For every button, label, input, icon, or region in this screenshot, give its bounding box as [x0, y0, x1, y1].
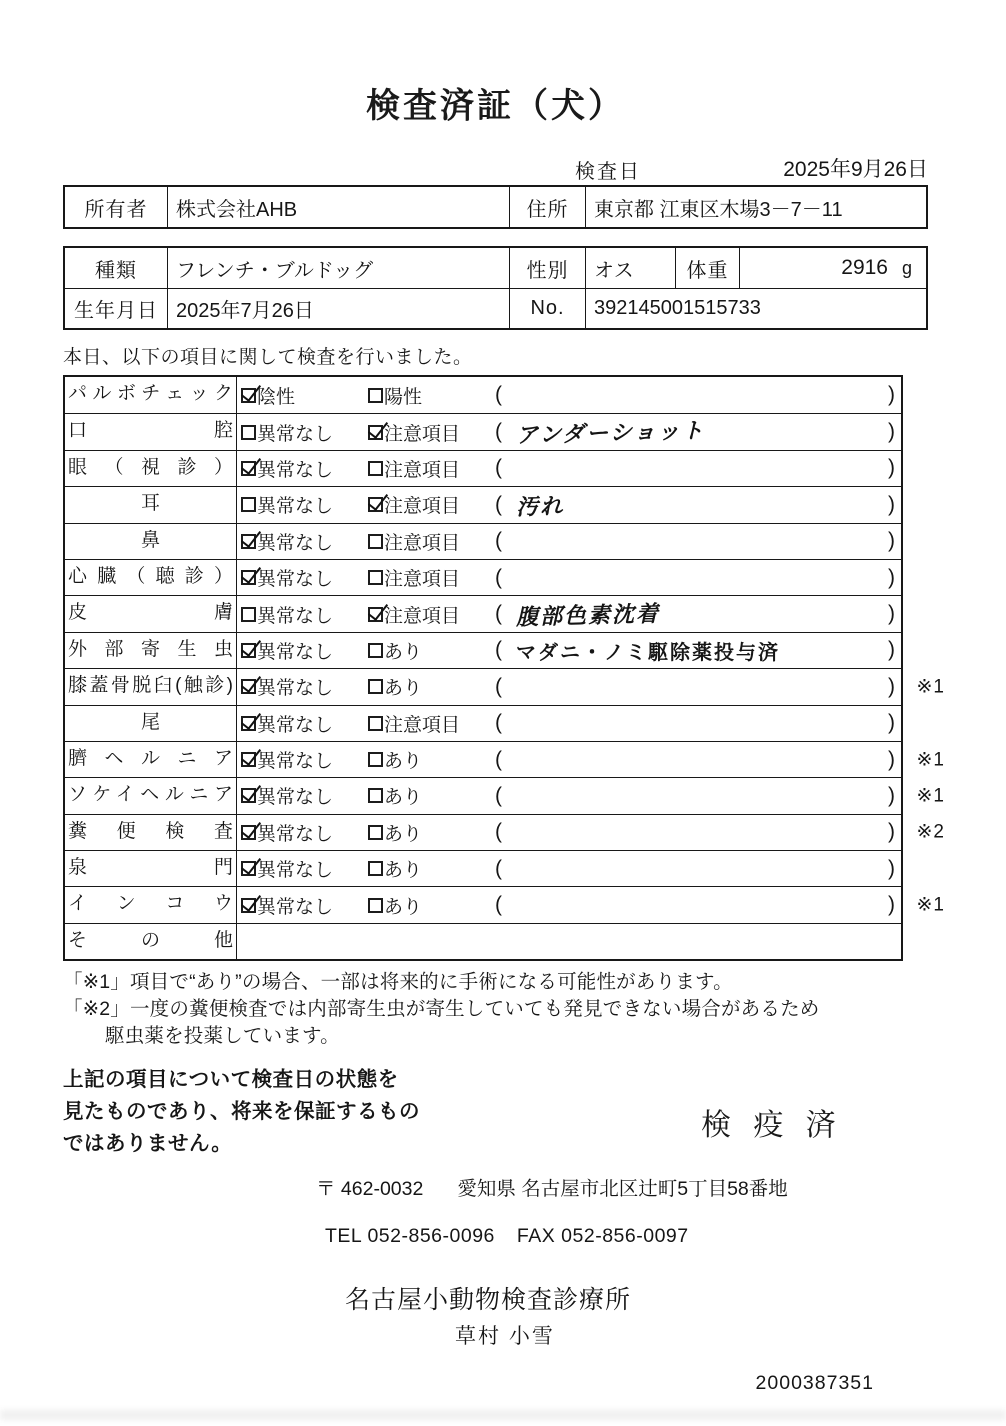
birth-label: 生年月日: [65, 289, 168, 328]
item-label: 泉門: [65, 851, 237, 886]
option-caution: [368, 564, 495, 591]
remarks-field: [495, 383, 901, 407]
option-normal: [241, 710, 368, 737]
checkbox-icon: [368, 716, 383, 731]
option-normal: [241, 491, 368, 518]
checkbox-icon: [241, 716, 256, 731]
option-label: 異常なし: [257, 751, 334, 773]
row-content: [237, 924, 901, 959]
option-label: 異常なし: [257, 459, 334, 481]
paren-close: ): [888, 856, 895, 880]
address-value: 東京都 江東区木場3－7－11: [594, 198, 843, 221]
weight-unit: g: [901, 257, 912, 278]
checkbox-icon: [368, 861, 383, 876]
scan-artifact-band: [0, 1410, 1006, 1420]
weight-value: 2916: [841, 256, 888, 279]
remarks-field: [495, 893, 901, 917]
option-present: [368, 892, 495, 919]
paren-close: ): [888, 602, 895, 626]
checklist-row-nose: [65, 523, 901, 559]
option-label: 異常なし: [257, 823, 334, 845]
paren-close: ): [888, 674, 895, 698]
remarks-field: [495, 820, 901, 844]
checklist-row-eyes: [65, 450, 901, 486]
breed-value: フレンチ・ブルドッグ: [168, 248, 510, 288]
option-label: 異常なし: [257, 532, 334, 554]
option-label: 異常なし: [257, 605, 334, 627]
veterinarian-name: 草村 小雪: [455, 1325, 555, 1349]
option-caution: [368, 491, 495, 518]
checkbox-icon: [241, 388, 256, 403]
inspection-date-line: [63, 155, 928, 185]
option-normal: [241, 855, 368, 882]
checklist-row-heart: [65, 559, 901, 595]
item-label: 膝蓋骨脱臼(触診): [65, 669, 237, 704]
option-label: 注意項目: [384, 532, 461, 554]
owner-row: [65, 187, 926, 227]
option-normal: [241, 637, 368, 664]
option-label: 陰性: [257, 386, 296, 408]
option-label: あり: [384, 641, 423, 663]
clinic-address-line: [316, 1173, 928, 1201]
paren-open: (: [495, 893, 502, 917]
paren-close: ): [888, 420, 895, 444]
paren-close: ): [888, 383, 895, 407]
remarks-field: [495, 711, 901, 735]
footnote-marker: ※1: [916, 785, 945, 807]
option-label: あり: [384, 678, 423, 700]
checklist-row-patella: [65, 668, 945, 704]
item-label: 外部寄生虫: [65, 633, 237, 668]
item-label: 鼻: [65, 524, 237, 559]
option-label: 注意項目: [384, 605, 461, 627]
checklist-table: [63, 375, 945, 961]
owner-label: 所有者: [65, 187, 168, 227]
disclaimer-line-1: 上記の項目について検査日の状態を: [63, 1067, 399, 1091]
checkbox-icon: [368, 570, 383, 585]
item-label: 糞便検査: [65, 815, 237, 850]
paren-open: (: [495, 638, 502, 662]
item-label: 尾: [65, 706, 237, 741]
checklist-row-inguinal-hernia: [65, 777, 945, 813]
checkbox-icon: [368, 425, 383, 440]
inspection-date-value: 2025年9月26日: [783, 158, 928, 181]
paren-close: ): [888, 783, 895, 807]
option-label: 異常なし: [257, 496, 334, 518]
option-label: 異常なし: [257, 641, 334, 663]
option-label: 異常なし: [257, 423, 334, 445]
paren-close: ): [888, 820, 895, 844]
checkbox-icon: [241, 752, 256, 767]
checklist-row-other: [65, 923, 901, 959]
option-negative: [241, 382, 368, 409]
item-label: 皮膚: [65, 596, 237, 631]
checkbox-icon: [368, 825, 383, 840]
paren-close: ): [888, 638, 895, 662]
option-normal: [241, 455, 368, 482]
paren-open: (: [495, 492, 502, 516]
checkbox-icon: [241, 497, 256, 512]
paren-open: (: [495, 820, 502, 844]
option-label: 異常なし: [257, 896, 334, 918]
paren-open: (: [495, 565, 502, 589]
checkbox-icon: [241, 570, 256, 585]
paren-open: (: [495, 529, 502, 553]
no-label: No.: [510, 289, 586, 328]
row-content: [237, 560, 901, 595]
option-caution: [368, 528, 495, 555]
certificate-page: [63, 0, 945, 1395]
row-content: [237, 524, 901, 559]
remarks-text: マダニ・ノミ駆除薬投与済: [516, 641, 780, 664]
checkbox-icon: [241, 461, 256, 476]
row-content: [237, 851, 901, 886]
option-normal: [241, 564, 368, 591]
disclaimer-line-2: 見たものであり、将来を保証するもの: [63, 1099, 420, 1123]
handwritten-note: アンダーショット: [515, 418, 706, 449]
option-label: 注意項目: [384, 423, 461, 445]
paren-open: (: [495, 420, 502, 444]
checkbox-icon: [241, 425, 256, 440]
item-label: 口腔: [65, 414, 237, 449]
no-value: 392145001515733: [594, 297, 761, 319]
option-present: [368, 673, 495, 700]
inspection-date-label: 検査日: [575, 161, 641, 183]
option-present: [368, 819, 495, 846]
option-present: [368, 746, 495, 773]
checkbox-icon: [368, 497, 383, 512]
option-normal: [241, 819, 368, 846]
remarks-field: [495, 417, 901, 448]
remarks-field: [495, 857, 901, 881]
footnote-2-continued: 駆虫薬を投薬しています。: [105, 1025, 340, 1048]
serial-number: 2000387351: [755, 1372, 874, 1395]
disclaimer-line-3: ではありません。: [63, 1131, 233, 1155]
clinic-name: 名古屋小動物検査診療所: [345, 1286, 632, 1315]
paren-close: ): [888, 456, 895, 480]
animal-table: [63, 246, 928, 330]
birth-value: 2025年7月26日: [168, 289, 510, 328]
option-label: 異常なし: [257, 787, 334, 809]
breed-row: [65, 248, 926, 288]
item-label: その他: [65, 924, 237, 959]
paren-open: (: [495, 783, 502, 807]
checkbox-icon: [368, 643, 383, 658]
remarks-field: [495, 675, 901, 699]
option-normal: [241, 673, 368, 700]
item-label: パルボチェック: [65, 377, 237, 413]
option-label: 異常なし: [257, 678, 334, 700]
postal-code: 〒 462-0032: [316, 1178, 424, 1201]
checkbox-icon: [241, 861, 256, 876]
option-caution: [368, 419, 495, 446]
option-present: [368, 782, 495, 809]
option-caution: [368, 601, 495, 628]
item-label: インコウ: [65, 887, 237, 922]
paren-open: (: [495, 602, 502, 626]
checkbox-icon: [368, 788, 383, 803]
option-label: 陽性: [384, 386, 423, 408]
paren-open: (: [495, 674, 502, 698]
option-normal: [241, 601, 368, 628]
row-content: [237, 669, 901, 704]
checkbox-icon: [368, 388, 383, 403]
checkbox-icon: [241, 534, 256, 549]
option-label: 異常なし: [257, 569, 334, 591]
checklist-row-tail: [65, 705, 901, 741]
sex-value: オス: [586, 248, 676, 288]
checklist-row-fecal-exam: [65, 814, 945, 850]
paren-close: ): [888, 492, 895, 516]
footnote-marker: ※1: [916, 676, 945, 698]
footnote-1: 「※1」項目で“あり”の場合、一部は将来的に手術になる可能性があります。: [63, 971, 733, 994]
remarks-field: [495, 489, 901, 520]
owner-value: 株式会社AHB: [168, 187, 510, 227]
option-label: 注意項目: [384, 569, 461, 591]
checkbox-icon: [241, 825, 256, 840]
checklist-row-mouth: [65, 413, 901, 449]
paren-open: (: [495, 383, 502, 407]
sex-label: 性別: [510, 248, 586, 288]
item-label: 臍ヘルニア: [65, 742, 237, 777]
row-content: [237, 596, 901, 631]
footnote-2: 「※2」一度の糞便検査では内部寄生虫が寄生していても発見できない場合があるため: [63, 998, 820, 1021]
option-normal: [241, 746, 368, 773]
remarks-field: [495, 456, 901, 480]
row-content: [237, 633, 901, 668]
row-content: [237, 742, 901, 777]
weight-label: 体重: [676, 248, 740, 288]
footnotes: [63, 969, 928, 1050]
checklist-row-skin: [65, 595, 901, 631]
item-label: ソケイヘルニア: [65, 778, 237, 813]
address-label: 住所: [510, 187, 586, 227]
option-label: 注意項目: [384, 459, 461, 481]
option-label: あり: [384, 823, 423, 845]
paren-close: ): [888, 565, 895, 589]
option-label: 注意項目: [384, 714, 461, 736]
checkbox-icon: [368, 898, 383, 913]
clinic-tel: TEL 052-856-0096: [325, 1225, 495, 1248]
paren-close: ): [888, 747, 895, 771]
row-content: [237, 815, 901, 850]
checkbox-icon: [368, 461, 383, 476]
option-label: あり: [384, 751, 423, 773]
option-label: あり: [384, 787, 423, 809]
paren-close: ): [888, 711, 895, 735]
option-normal: [241, 782, 368, 809]
footnote-marker: ※2: [916, 821, 945, 843]
item-label: 心臓（聴診）: [65, 560, 237, 595]
checkbox-icon: [241, 679, 256, 694]
checkbox-icon: [368, 752, 383, 767]
footnote-marker: ※1: [916, 749, 945, 771]
clinic-fax: FAX 052-856-0097: [516, 1225, 689, 1248]
remarks-field: [495, 529, 901, 553]
checkbox-icon: [368, 679, 383, 694]
row-content: [237, 887, 901, 922]
intro-text: 本日、以下の項目に関して検査を行いました。: [63, 347, 473, 368]
checkbox-icon: [368, 534, 383, 549]
certificate-title: 検査済証（犬）: [366, 87, 625, 125]
row-content: [237, 414, 901, 449]
checkbox-icon: [241, 788, 256, 803]
paren-close: ): [888, 529, 895, 553]
paren-open: (: [495, 747, 502, 771]
item-label: 耳: [65, 487, 237, 522]
remarks-field: [495, 636, 901, 665]
option-normal: [241, 892, 368, 919]
row-content: [237, 377, 901, 413]
row-content: [237, 487, 901, 522]
checkbox-icon: [241, 607, 256, 622]
option-caution: [368, 455, 495, 482]
remarks-field: [495, 784, 901, 808]
weight-cell: [740, 248, 926, 288]
checklist-row-umbilical-hernia: [65, 741, 945, 777]
checklist-row-ears: [65, 486, 901, 522]
paren-close: ): [888, 893, 895, 917]
option-normal: [241, 419, 368, 446]
option-positive: [368, 382, 495, 409]
checklist-row-fontanelle: [65, 850, 901, 886]
option-label: 注意項目: [384, 496, 461, 518]
paren-open: (: [495, 856, 502, 880]
checklist-row-inkou: [65, 886, 945, 922]
paren-open: (: [495, 711, 502, 735]
footnote-marker: ※1: [916, 894, 945, 916]
checklist-row-parasites: [65, 632, 901, 668]
owner-table: [63, 185, 928, 229]
row-content: [237, 451, 901, 486]
checklist-row-parvo: [65, 377, 901, 413]
checkbox-icon: [241, 643, 256, 658]
clinic-address: 愛知県 名古屋市北区辻町5丁目58番地: [457, 1178, 788, 1201]
row-content: [237, 706, 901, 741]
remarks-field: [495, 599, 901, 630]
option-label: あり: [384, 860, 423, 882]
breed-label: 種類: [65, 248, 168, 288]
checkbox-icon: [368, 607, 383, 622]
option-present: [368, 637, 495, 664]
option-caution: [368, 710, 495, 737]
option-present: [368, 855, 495, 882]
option-label: 異常なし: [257, 860, 334, 882]
paren-open: (: [495, 456, 502, 480]
handwritten-note: 腹部色素沈着: [515, 601, 661, 631]
handwritten-note: 汚れ: [515, 494, 565, 522]
row-content: [237, 778, 901, 813]
quarantine-stamp: 検 疫 済: [701, 1108, 843, 1142]
option-label: あり: [384, 896, 423, 918]
clinic-phone-line: [325, 1225, 928, 1248]
footer: [63, 1064, 928, 1395]
option-label: 異常なし: [257, 714, 334, 736]
checkbox-icon: [241, 898, 256, 913]
remarks-field: [495, 748, 901, 772]
option-normal: [241, 528, 368, 555]
remarks-field: [495, 566, 901, 590]
birth-row: [65, 288, 926, 328]
item-label: 眼（視診）: [65, 451, 237, 486]
